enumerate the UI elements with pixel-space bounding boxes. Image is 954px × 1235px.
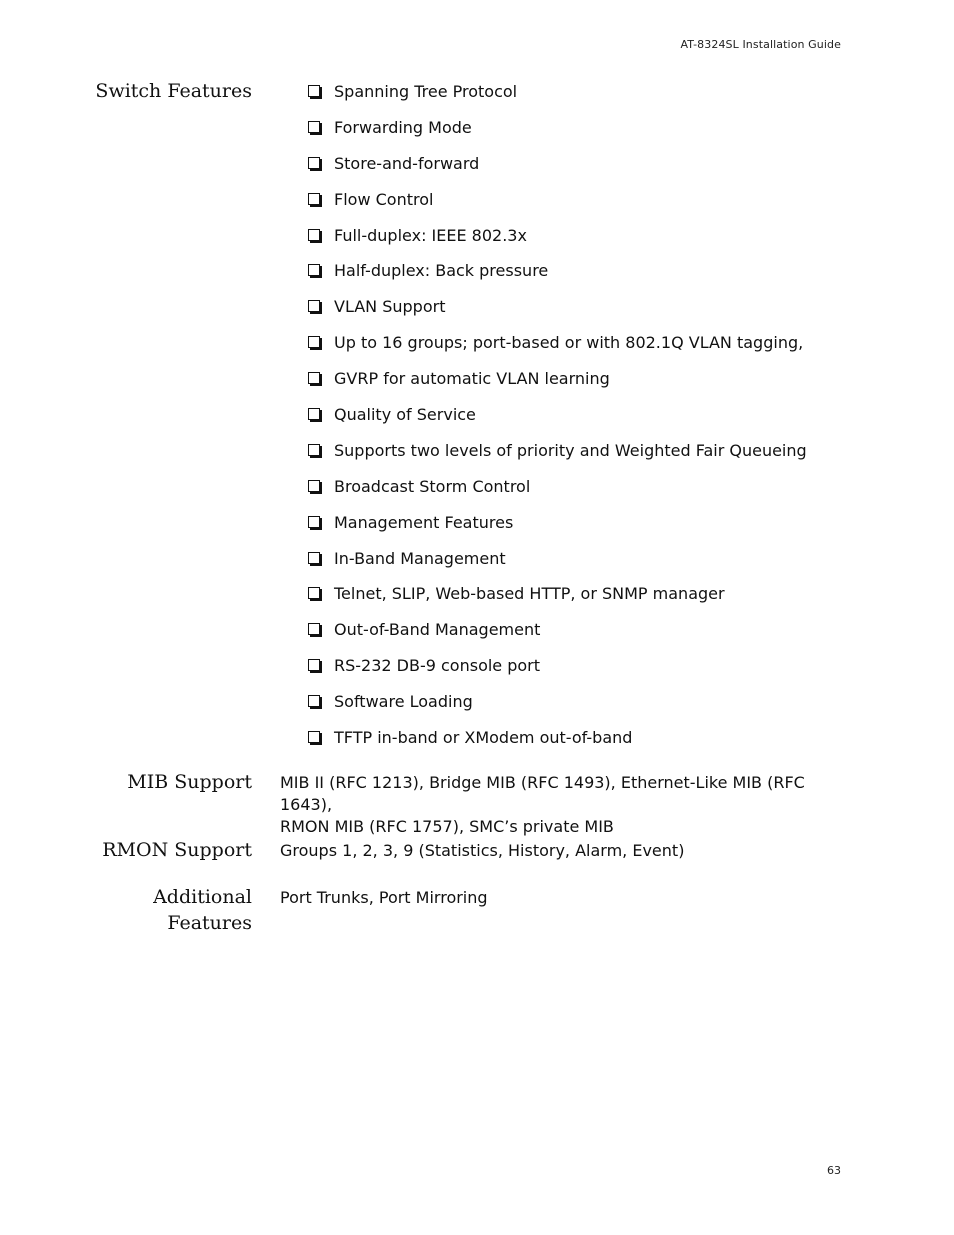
checkbox-icon	[308, 121, 320, 133]
list-item-label: Out-of-Band Management	[334, 620, 541, 640]
list-item	[308, 547, 807, 583]
additional-features-heading-line-2: Features	[167, 912, 252, 934]
list-item-label: Full-duplex: IEEE 802.3x	[334, 225, 527, 245]
mib-support-line-2: RMON MIB (RFC 1757), SMC’s private MIB	[280, 817, 614, 836]
additional-features-text: Port Trunks, Port Mirroring	[280, 888, 488, 907]
list-item-label: In-Band Management	[334, 548, 506, 568]
list-item-label: Up to 16 groups; port-based or with 802.1Q VLAN tagging,	[334, 333, 804, 353]
checkbox-icon	[308, 336, 320, 348]
list-item	[308, 618, 807, 654]
mib-support-heading: MIB Support	[127, 771, 252, 793]
mib-support-text	[280, 772, 840, 838]
additional-features-heading-line-1: Additional	[153, 886, 252, 908]
list-item	[308, 367, 807, 403]
checkbox-icon	[308, 659, 320, 671]
list-item-label: Telnet, SLIP, Web-based HTTP, or SNMP manager	[334, 584, 725, 604]
list-item-label: TFTP in-band or XModem out-of-band	[334, 728, 633, 748]
list-item	[308, 582, 807, 618]
checkbox-icon	[308, 552, 320, 564]
checkbox-icon	[308, 480, 320, 492]
checkbox-icon	[308, 408, 320, 420]
list-item	[308, 295, 807, 331]
list-item-label: Half-duplex: Back pressure	[334, 261, 549, 281]
rmon-support-text: Groups 1, 2, 3, 9 (Statistics, History, Alarm, Event)	[280, 841, 685, 860]
list-item-label: Spanning Tree Protocol	[334, 82, 518, 101]
list-item-label: Store-and-forward	[334, 153, 480, 173]
rmon-support-heading: RMON Support	[102, 839, 252, 861]
switch-features-list	[308, 80, 807, 762]
checkbox-icon	[308, 372, 320, 384]
checkbox-icon	[308, 731, 320, 743]
list-item	[308, 726, 807, 762]
list-item	[308, 331, 807, 367]
switch-features-heading: Switch Features	[95, 80, 252, 102]
list-item	[308, 511, 807, 547]
list-item	[308, 188, 807, 224]
list-item-label: Quality of Service	[334, 405, 476, 425]
checkbox-icon	[308, 300, 320, 312]
checkbox-icon	[308, 157, 320, 169]
checkbox-icon	[308, 193, 320, 205]
list-item	[308, 690, 807, 726]
mib-support-line-1: MIB II (RFC 1213), Bridge MIB (RFC 1493), Ethernet-Like MIB (RFC 1643),	[280, 773, 805, 814]
list-item-label: Forwarding Mode	[334, 117, 472, 137]
list-item	[308, 152, 807, 188]
list-item-label: RS-232 DB-9 console port	[334, 656, 541, 676]
checkbox-icon	[308, 229, 320, 241]
list-item	[308, 259, 807, 295]
list-item-label: Management Features	[334, 512, 514, 532]
list-item-label: Broadcast Storm Control	[334, 476, 531, 496]
checkbox-icon	[308, 85, 320, 97]
checkbox-icon	[308, 587, 320, 599]
list-item-label: VLAN Support	[334, 297, 446, 317]
checkbox-icon	[308, 623, 320, 635]
list-item	[308, 439, 807, 475]
checkbox-icon	[308, 444, 320, 456]
checkbox-icon	[308, 695, 320, 707]
checkbox-icon	[308, 264, 320, 276]
list-item-label: GVRP for automatic VLAN learning	[334, 369, 610, 389]
list-item	[308, 116, 807, 152]
checkbox-icon	[308, 516, 320, 528]
list-item	[308, 80, 807, 116]
list-item	[308, 475, 807, 511]
list-item	[308, 654, 807, 690]
list-item	[308, 403, 807, 439]
list-item-label: Flow Control	[334, 189, 434, 209]
additional-features-heading	[32, 884, 252, 936]
list-item-label: Supports two levels of priority and Weighted Fair Queueing	[334, 440, 807, 460]
page-number: 63	[827, 1164, 841, 1177]
list-item	[308, 224, 807, 260]
running-header: AT-8324SL Installation Guide	[680, 38, 841, 51]
list-item-label: Software Loading	[334, 692, 473, 712]
